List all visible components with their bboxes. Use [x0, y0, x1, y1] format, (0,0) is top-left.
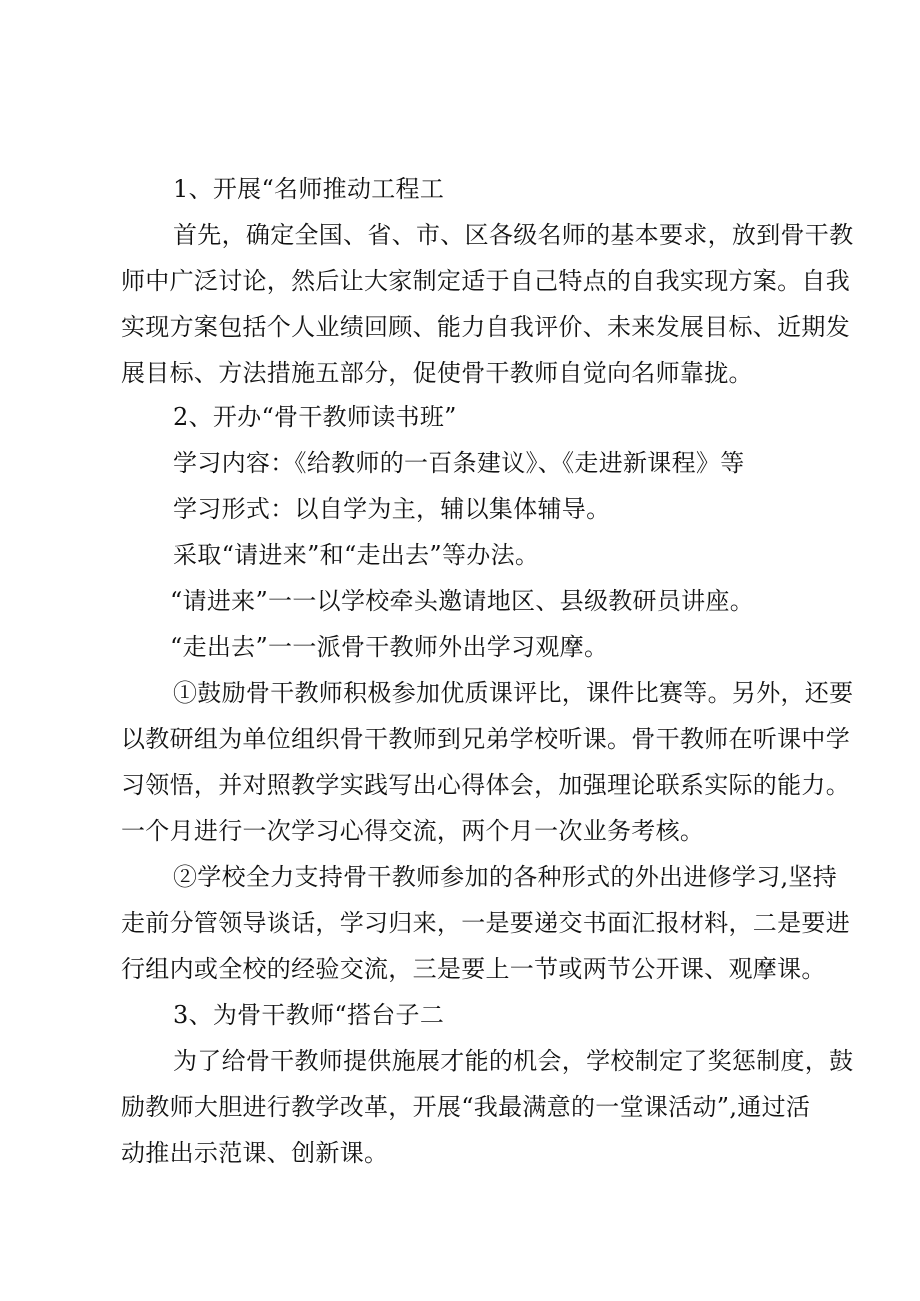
methods-line: 采取“请进来”和“走出去”等办法。	[173, 541, 540, 569]
go-out-line: “走出去”一一派骨干教师外出学习观摩。	[170, 633, 609, 661]
invite-in-line: “请进来”一一以学校牵头邀请地区、县级教研员讲座。	[170, 587, 755, 615]
item-1-line: 以教研组为单位组织骨干教师到兄弟学校听课。骨干教师在听课中学	[121, 725, 850, 753]
section-3-heading: 3、为骨干教师“搭台子二	[173, 1001, 445, 1029]
item-2-line: 走前分管领导谈话，学习归来，一是要递交书面汇报材料，二是要进	[121, 909, 850, 937]
section-1-paragraph-line: 首先，确定全国、省、市、区各级名师的基本要求，放到骨干教	[173, 221, 854, 249]
section-1-heading: 1、开展“名师推动工程工	[173, 175, 445, 203]
section-1-paragraph-line: 实现方案包括个人业绩回顾、能力自我评价、未来发展目标、近期发	[121, 313, 850, 341]
item-1-line: ①鼓励骨干教师积极参加优质课评比，课件比赛等。另外，还要	[173, 679, 854, 707]
section-3-paragraph-line: 动推出示范课、创新课。	[121, 1139, 389, 1167]
item-2-line: 行组内或全校的经验交流，三是要上一节或两节公开课、观摩课。	[121, 955, 826, 983]
item-1-line: 一个月进行一次学习心得交流，两个月一次业务考核。	[121, 817, 705, 845]
section-3-paragraph-line: 为了给骨干教师提供施展才能的机会，学校制定了奖惩制度，鼓	[173, 1047, 854, 1075]
item-1-line: 习领悟，并对照教学实践写出心得体会，加强理论联系实际的能力。	[121, 771, 850, 799]
section-1-paragraph-line: 展目标、方法措施五部分，促使骨干教师自觉向名师靠拢。	[121, 359, 753, 387]
section-3-paragraph-line: 励教师大胆进行教学改革，开展“我最满意的一堂课活动”,通过活	[121, 1093, 811, 1121]
item-2-line: ②学校全力支持骨干教师参加的各种形式的外出进修学习,坚持	[173, 863, 838, 891]
study-form-line: 学习形式：以自学为主，辅以集体辅导。	[173, 495, 611, 523]
section-1-paragraph-line: 师中广泛讨论，然后让大家制定适于自己特点的自我实现方案。自我	[121, 267, 850, 295]
study-content-line: 学习内容：《给教师的一百条建议》、《走进新课程》等	[173, 449, 745, 477]
section-2-heading: 2、开办“骨干教师读书班”	[173, 403, 457, 431]
